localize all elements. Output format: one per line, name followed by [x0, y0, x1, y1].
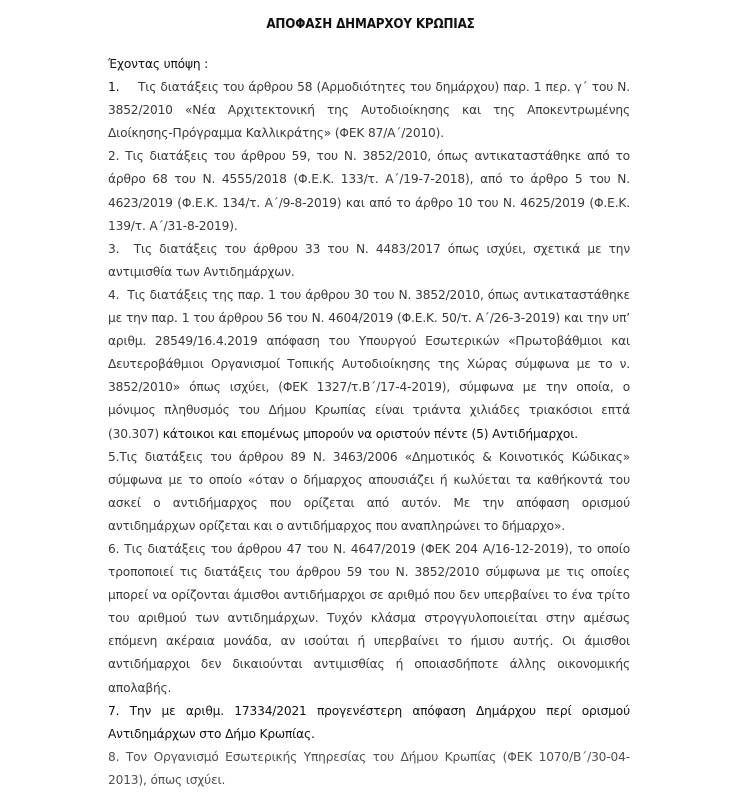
clause-6: [108, 538, 630, 700]
clause-number: 8.: [108, 749, 120, 764]
document-title: ΑΠΟΦΑΣΗ ΔΗΜΑΡΧΟΥ ΚΡΩΠΙΑΣ: [266, 17, 475, 32]
clause-text: Τις διατάξεις της παρ. 1 του άρθρου 30 του Ν. 3852/2010, όπως αντικαταστάθηκε με την παρ. 1 του άρθρου 56 του Ν. 4604/2019 (Φ.Ε.Κ. 50/τ. Α΄/26-3-2019) και την υπ’ αριθμ. 28549/16.4.2019 απόφαση του Υπουργού Εσωτερικών «Πρωτοβάθμιοι και Δευτεροβάθμιοι Οργανισμοί Τοπικής Αυτοδιοίκησης της Χώρας σύμφωνα με το ν. 3852/2010» όπως ισχύει, (ΦΕΚ 1327/τ.Β΄/17-4-2019), σύμφωνα με την οποία, ο μόνιμος πληθυσμός του Δήμου Κρωπίας είναι τριάντα χιλιάδες τριακόσιοι επτά (30.307): [108, 287, 630, 441]
clause-text-emphasis: κάτοικοι και επομένως μπορούν να οριστούν πέντε (5) Αντιδήμαρχοι.: [162, 426, 578, 441]
clause-number: 2.: [108, 149, 120, 164]
clause-number: 1.: [108, 80, 120, 95]
intro-line: Έχοντας υπόψη :: [108, 57, 209, 71]
clause-number: 5.: [108, 449, 120, 464]
clause-2: [108, 145, 630, 237]
clause-text: Τον Οργανισμό Εσωτερικής Υπηρεσίας του Δήμου Κρωπίας (ΦΕΚ 1070/Β΄/30-04-2013), όπως ισχύει.: [108, 749, 630, 787]
clause-4: [108, 284, 630, 446]
clause-number: 4.: [108, 287, 120, 302]
clause-3: [108, 238, 630, 284]
clause-text: Τις διατάξεις του άρθρου 33 του Ν. 4483/2017 όπως ισχύει, σχετικά με την αντιμισθία των Αντιδημάρχων.: [108, 241, 630, 279]
clause-5: [108, 446, 630, 538]
clause-number: 3.: [108, 241, 120, 256]
clause-number: 7.: [108, 703, 120, 718]
clause-text: Τις διατάξεις του άρθρου 47 του Ν. 4647/2019 (ΦΕΚ 204 Α/16-12-2019), το οποίο τροποποιεί τις διατάξεις του άρθρου 59 του Ν. 3852/2010 σύμφωνα με τις οποίες μπορεί να ορίζονται άμισθοι αντιδήμαρχοι σε αριθμό που δεν υπερβαίνει το ένα τρίτο του αριθμού των αντιδημάρχων. Τυχόν κλάσμα στρογγυλοποιείται στην αμέσως επόμενη ακέραια μονάδα, αν ισούται ή υπερβαίνει το ήμισυ αυτής. Οι άμισθοι αντιδήμαρχοι δεν δικαιούνται αντιμισθίας ή οποιασδήποτε άλλης οικονομικής απολαβής.: [108, 541, 631, 695]
clause-number: 6.: [108, 541, 120, 556]
clause-8: [108, 746, 630, 792]
clause-text: Τις διατάξεις του άρθρου 58 (Αρμοδιότητες του δημάρχου) παρ. 1 περ. γ΄ του Ν. 3852/2010 «Νέα Αρχιτεκτονική της Αυτοδιοίκησης και της Αποκεντρωμένης Διοίκησης-Πρόγραμμα Καλλικράτης» (ΦΕΚ 87/Α΄/2010).: [108, 80, 630, 141]
clause-7: [108, 700, 630, 746]
clause-text: Τις διατάξεις του άρθρου 89 Ν. 3463/2006 «Δημοτικός & Κοινοτικός Κώδικας» σύμφωνα με το οποίο «όταν ο δήμαρχος απουσιάζει ή κωλύεται τα καθήκοντά του ασκεί ο αντιδήμαρχος που ορίζεται από αυτόν. Με την απόφαση ορισμού αντιδημάρχων ορίζεται και ο αντιδήμαρχος που αναπληρώνει το δήμαρχο».: [108, 449, 630, 533]
clause-text: Την με αριθμ. 17334/2021 προγενέστερη απόφαση Δημάρχου περί ορισμού Αντιδημάρχων στο Δήμο Κρωπίας.: [108, 703, 630, 741]
document-body: [108, 53, 630, 792]
clause-text: Τις διατάξεις του άρθρου 59, του Ν. 3852/2010, όπως αντικαταστάθηκε από το άρθρο 68 του Ν. 4555/2018 (Φ.Ε.Κ. 133/τ. Α΄/19-7-2018), από το άρθρο 5 του Ν. 4623/2019 (Φ.Ε.Κ. 134/τ. Α΄/9-8-2019) και από το άρθρο 10 του Ν. 4625/2019 (Φ.Ε.Κ. 139/τ. Α΄/31-8-2019).: [108, 149, 630, 233]
clause-1: [108, 76, 630, 145]
